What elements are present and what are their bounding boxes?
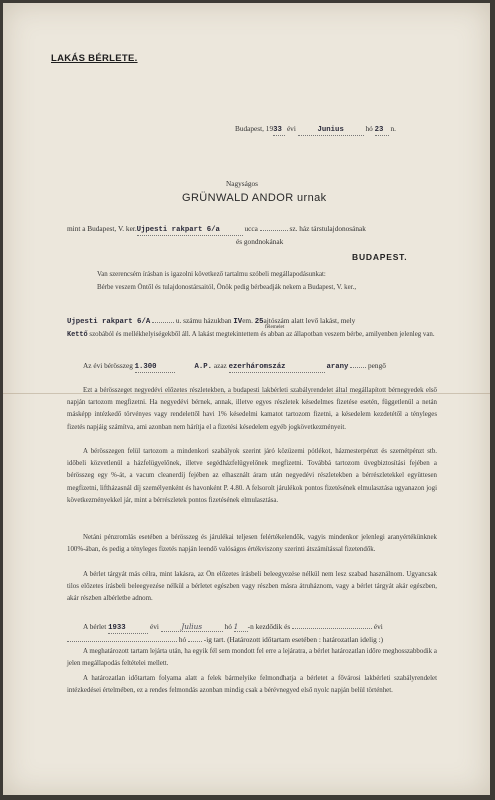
addressee-line-2: és gondnokának (236, 237, 284, 246)
document-title: LAKÁS BÉRLETE. (51, 53, 138, 64)
document-page (3, 3, 490, 795)
paragraph-termination: A határozatlan időtartam folyama alatt a felek bármelyike felmondhatja a bérletet a fővárosi lakbérleti szabályrendelet intézkedései értelmében, ez a rendes felmondás azonban mindig csak a bérévnegyed első nyolc napján belül történhet. (67, 675, 437, 695)
rent-line: Az évi bérösszeg 1.300 A.P. azaz ezerháromszáz arany pengő (83, 361, 386, 371)
addressee-city: BUDAPEST. (352, 252, 408, 262)
p1-address-line: Ujpesti rakpart 6/A u. számu házukban IVem. 25ajtószám alatt levő lakást, mely (67, 316, 356, 326)
intro-text: Van szerencsém írásban is igazolni következő tartalmu szóbeli megállapodásunkat: (97, 271, 326, 278)
paragraph-surcharges: A bérösszegen felül tartozom a mindenkori szabályok szerint járó közüzemi pótlékot, házmesterpénzt és szemétpénzt stb. időbeli közvetlenül a házfelügyelőnek, illetve segédházfelügyelőnek megfizetni. Továbbá tartozom üvegbiztosítási fejében a bérösszeg egy %-át, a vacum cleanerdíj fejében az elhasznált áram után negyedévi részletekben a bérrészletekkel együttesen megfizetni, liftházasnál díj személyenként és havonként P. 4.80. A felsorolt járulékok pontos fizetésének elmulasztása ugyanazon jogi következményekkel jár, mint a bérrészletek pontos fizetésének elmulasztása. (67, 448, 437, 504)
paragraph-payment: Ezt a bérösszeget negyedévi előzetes részletekben, a budapesti lakbérleti szabályrendelet által megállapított bérnegyedek első napján tartozom megfizetni. Ha negyedévi bérnek, annak, illetve egyes részletek késedelmes fizetése esetén, függetlenül a netán másképp intézkedő törvényes vagy rendelettől havi 1% késedelmi kamatot tartozom fizetni, a késedelem kezdetétől a tényleges fizetés napjáig számítva, ami azonban nem hárítja el a fizetési késedelem egyéb jogkövetkezményeit. (67, 387, 437, 431)
term-line-2: hó -ig tart. (Határozott időtartam esetében : határozatlan idelig :) (67, 635, 383, 644)
addressee-line: mint a Budapest, V. ker.Ujpesti rakpart 6/a ucca sz. ház társtulajdonosának (67, 224, 366, 234)
date-line: Budapest, 1933 évi Junius hó 23 n. (235, 124, 396, 134)
p1-rest: Kettő szobából és mellékhelyiségekből áll. A lakást megtekintettem és abban az állapotban veszem bérbe, amilyenben jelenleg van. (67, 331, 435, 339)
paragraph-extension: A meghatározott tartam lejárta után, ha egyik fél sem mondott fel erre a lejáratra, a bérlet határozatlan időre meghosszabbodik a jelen megállapodás feltételei mellett. (67, 648, 437, 668)
halfloor-label: félemelet (265, 324, 285, 330)
addressee-name: GRÜNWALD ANDOR urnak (182, 192, 327, 204)
paragraph-currency: Netáni pénzromlás esetében a bérösszeg és járulékai teljesen felértékelendők, vagyis mindenkor jelenlegi aranyértékünknek 100%-ában, és pedig a tényleges fizetés napján leendő valóságos értékviszony szerinti átszámítással fizetendők. (67, 534, 437, 554)
paragraph-subletting: A bérlet tárgyát más célra, mint lakásra, az Ön előzetes írásbeli beleegyezése nélkül nem lesz szabad használnom. Ugyancsak tilos előzetes írásbeli beleegyezése nélkül a bérletet egészben vagy részben másra átruháznom, vagy a bérlet tárgyát akár egészben, akár részben albérletbe adnom. (67, 571, 437, 603)
salutation: Nagyságos (226, 179, 259, 188)
p1-lead: Bérbe veszem Öntől és tulajdonostársaitól, Önök pedig bérbeadják nekem a Budapest, V. ker., (97, 284, 357, 291)
term-line: A bérlet 1933 évi Julius hó 1 -n kezdődik és évi (83, 622, 383, 632)
